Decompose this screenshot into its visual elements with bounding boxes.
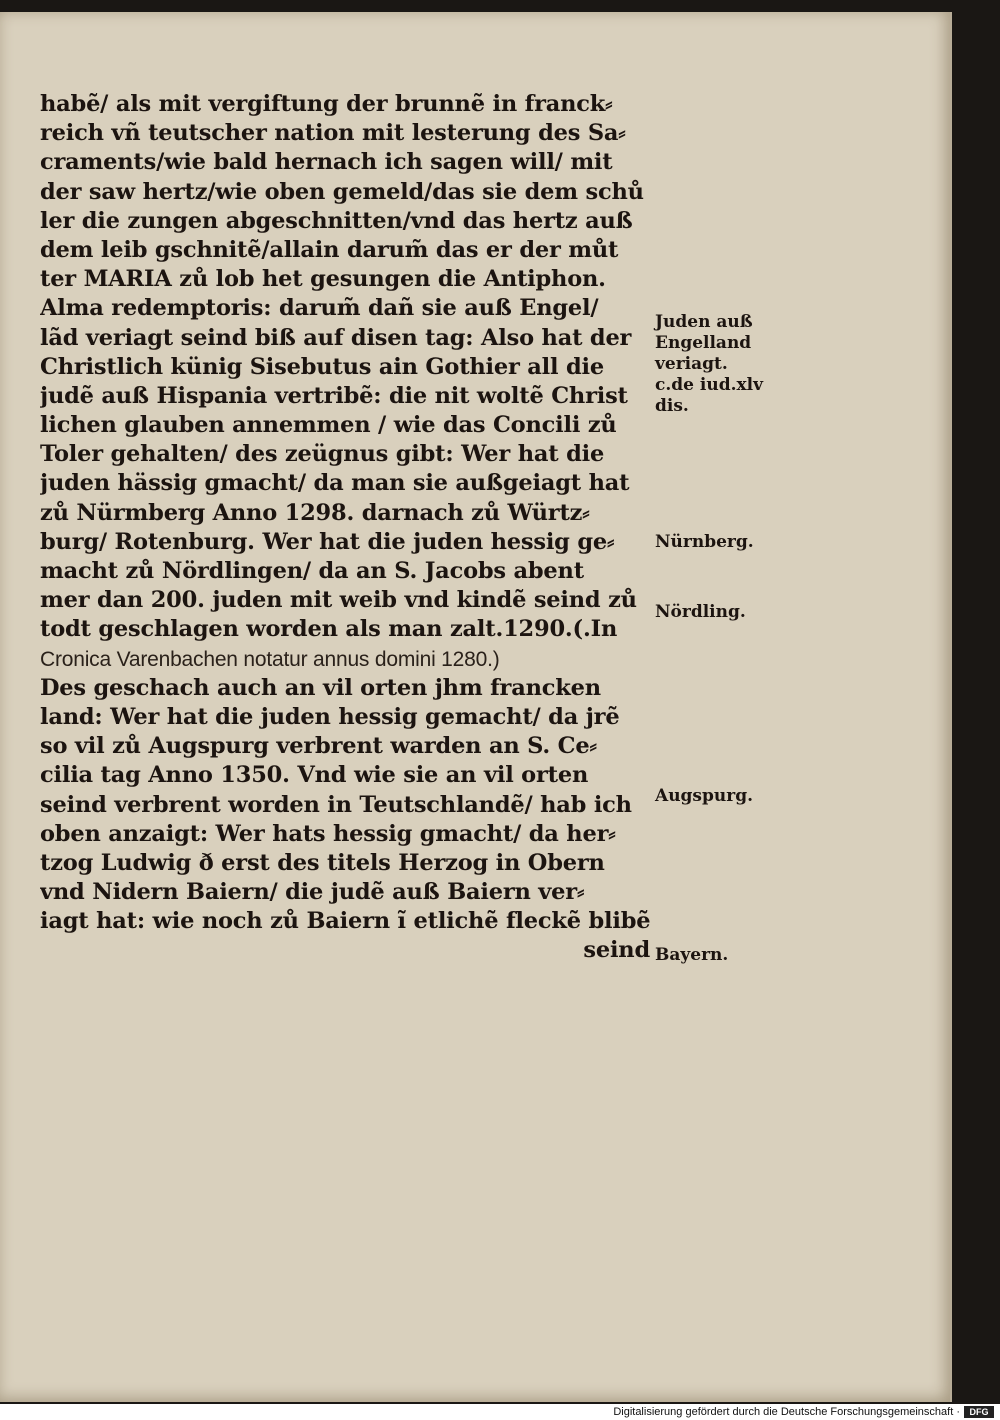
text-line: lãd veriagt seind biß auf disen tag: Also hat der <box>40 324 632 351</box>
catchword: seind <box>583 937 650 964</box>
text-line: judẽ auß Hispania vertribẽ: die nit woltẽ Christ <box>40 382 628 409</box>
dfg-logo: DFG <box>964 1406 994 1418</box>
text-line: todt geschlagen worden als man zalt.1290.(.In <box>40 616 618 643</box>
text-line: lichen glauben annemmen / wie das Concili zů <box>40 412 617 439</box>
marginal-gloss-england <box>655 312 763 417</box>
text-line: tzog Ludwig ð erst des titels Herzog in Obern <box>40 849 605 876</box>
gloss-line: Engelland <box>655 333 752 353</box>
text-line: Alma redemptoris: darum̃ dañ sie auß Engel/ <box>40 295 599 322</box>
text-line: iagt hat: wie noch zů Baiern ĩ etlichẽ fleckẽ blibẽ <box>40 908 651 935</box>
marginal-nuernberg: Nürnberg. <box>655 532 754 552</box>
text-line: craments/wie bald hernach ich sagen will/ mit <box>40 149 613 176</box>
gloss-line: Juden auß <box>655 312 753 332</box>
text-line: habẽ/ als mit vergiftung der brunnẽ in franck⸗ <box>40 91 613 117</box>
text-line: der saw hertz/wie oben gemeld/das sie dem schů <box>40 178 644 205</box>
text-line: cilia tag Anno 1350. Vnd wie sie an vil orten <box>40 762 589 789</box>
book-page <box>0 12 952 1402</box>
text-line: reich vñ teutscher nation mit lesterung des Sa⸗ <box>40 120 626 147</box>
text-line-roman: Cronica Varenbachen notatur annus domini 1280.) <box>40 647 500 671</box>
gloss-line: c.de iud.xlv <box>655 375 763 395</box>
main-text-block <box>40 90 660 966</box>
text-line: mer dan 200. juden mit weib vnd kindẽ seind zů <box>40 587 637 614</box>
text-line: Christlich künig Sisebutus ain Gothier all die <box>40 353 605 380</box>
text-line: oben anzaigt: Wer hats hessig gmacht/ da her⸗ <box>40 820 616 847</box>
text-line: so vil zů Augspurg verbrent warden an S. Ce⸗ <box>40 733 597 760</box>
text-line: burg/ Rotenburg. Wer hat die juden hessig ge⸗ <box>40 528 615 555</box>
text-line: Des geschach auch an vil orten jhm francken <box>40 674 601 701</box>
text-line: dem leib gschnitẽ/allain darum̃ das er der můt <box>40 236 619 263</box>
text-line: macht zů Nördlingen/ da an S. Jacobs abent <box>40 558 584 584</box>
text-line: ter MARIA zů lob het gesungen die Antiphon. <box>40 266 606 293</box>
marginal-bayern: Bayern. <box>655 945 729 965</box>
gloss-line: veriagt. <box>655 354 728 374</box>
text-line: seind verbrent worden in Teutschlandẽ/ hab ich <box>40 791 632 818</box>
text-line: land: Wer hat die juden hessig gemacht/ da jrẽ <box>40 703 620 730</box>
text-line: Toler gehalten/ des zeügnus gibt: Wer hat die <box>40 441 605 468</box>
text-line: vnd Nidern Baiern/ die judẽ auß Baiern ver⸗ <box>40 879 585 906</box>
marginal-noerdling: Nördling. <box>655 602 746 622</box>
digitization-footer <box>0 1404 1000 1420</box>
text-line: ler die zungen abgeschnitten/vnd das hertz auß <box>40 207 633 234</box>
marginal-augspurg: Augspurg. <box>655 786 754 806</box>
gloss-line: dis. <box>655 396 689 416</box>
text-line: zů Nürmberg Anno 1298. darnach zů Würtz⸗ <box>40 499 590 526</box>
text-line: juden hässig gmacht/ da man sie außgeiagt hat <box>40 470 630 497</box>
footer-credit: Digitalisierung gefördert durch die Deutsche Forschungsgemeinschaft · <box>613 1406 960 1418</box>
